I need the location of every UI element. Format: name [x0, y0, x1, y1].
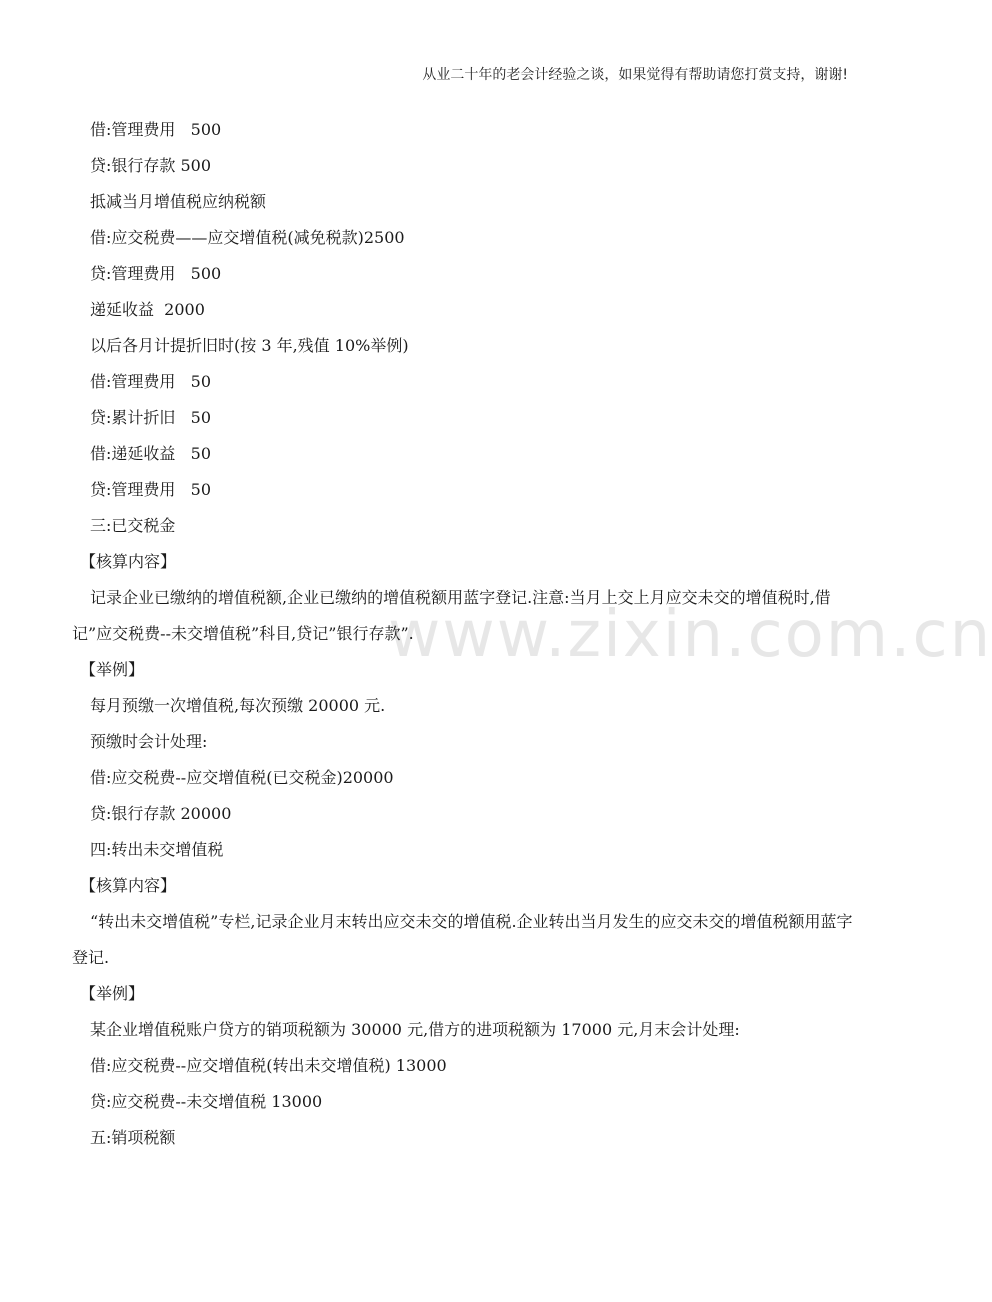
text-offset-vat: 抵减当月增值税应纳税额 [90, 192, 267, 211]
entry-debit-admin-expense: 借:管理费用 500 [90, 120, 222, 139]
entry-credit-admin-expense: 贷:管理费用 500 [90, 264, 222, 283]
entry-debit-deferred-income: 借:递延收益 50 [90, 444, 212, 463]
paragraph-transfer-unpaid-description: “转出未交增值税”专栏,记录企业月末转出应交未交的增值税.企业转出当月发生的应交未交的增值税额用蓝字登记. [72, 912, 853, 967]
entry-debit-paid-tax: 借:应交税费--应交增值税(已交税金)20000 [90, 768, 394, 787]
entry-credit-unpaid-vat: 贷:应交税费--未交增值税 13000 [90, 1092, 323, 1111]
label-example-2: 【举例】 [80, 984, 145, 1003]
entry-debit-admin-expense-50: 借:管理费用 50 [90, 372, 212, 391]
section-heading-transfer-unpaid: 四:转出未交增值税 [90, 840, 224, 859]
entry-credit-bank-deposit: 贷:银行存款 500 [90, 156, 212, 175]
section-heading-paid-tax: 三:已交税金 [90, 516, 176, 535]
label-accounting-content: 【核算内容】 [80, 552, 177, 571]
document-body [72, 112, 856, 1156]
entry-credit-accum-depreciation: 贷:累计折旧 50 [90, 408, 212, 427]
watermark: www.zixin.com.cn [388, 598, 992, 672]
text-transfer-example: 某企业增值税账户贷方的销项税额为 30000 元,借方的进项税额为 17000 元,月末会计处理: [90, 1020, 740, 1039]
text-prepay-example: 每月预缴一次增值税,每次预缴 20000 元. [90, 696, 386, 715]
entry-credit-admin-expense-50: 贷:管理费用 50 [90, 480, 212, 499]
section-heading-output-tax: 五:销项税额 [90, 1128, 176, 1147]
paragraph-paid-tax-description: 记录企业已缴纳的增值税额,企业已缴纳的增值税额用蓝字登记.注意:当月上交上月应交未交的增值税时,借记”应交税费--未交增值税”科目,贷记”银行存款”. [72, 588, 831, 643]
entry-credit-bank-deposit-20000: 贷:银行存款 20000 [90, 804, 232, 823]
entry-debit-transfer-unpaid: 借:应交税费--应交增值税(转出未交增值税) 13000 [90, 1056, 447, 1075]
text-monthly-depreciation: 以后各月计提折旧时(按 3 年,残值 10%举例) [90, 336, 409, 355]
label-example: 【举例】 [80, 660, 145, 679]
entry-deferred-income: 递延收益 2000 [90, 300, 205, 319]
header-note: 从业二十年的老会计经验之谈，如果觉得有帮助请您打赏支持，谢谢! [422, 67, 848, 83]
entry-debit-tax-reduction: 借:应交税费——应交增值税(减免税款)2500 [90, 228, 405, 247]
text-prepay-accounting: 预缴时会计处理: [90, 732, 208, 751]
label-accounting-content-2: 【核算内容】 [80, 876, 177, 895]
